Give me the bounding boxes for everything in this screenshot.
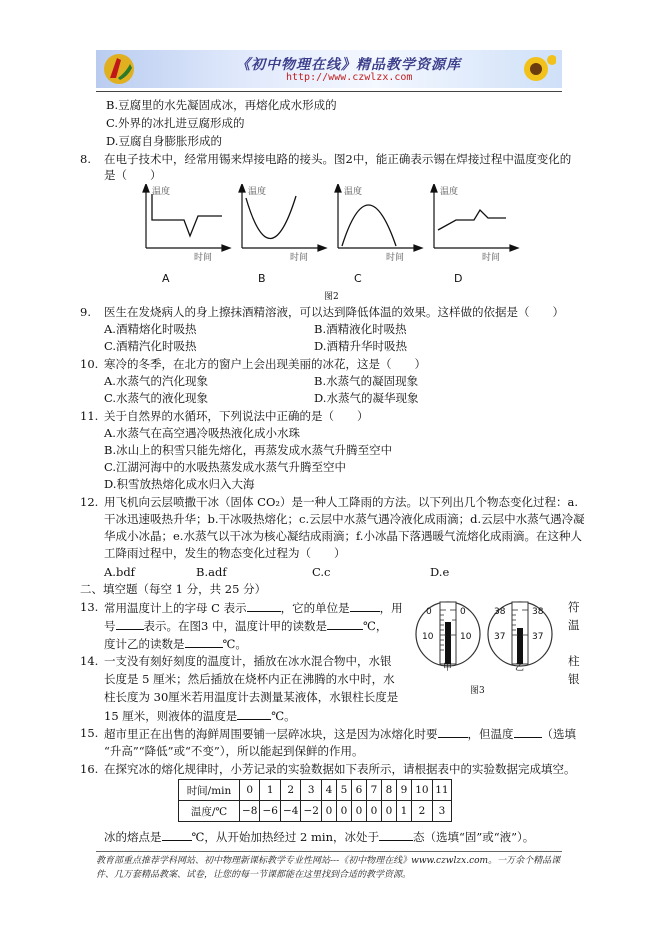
thermometer-yi-tick-bottom-left: 37 <box>494 632 506 642</box>
header-title: 《初中物理在线》精品教学资源库 <box>236 57 461 73</box>
graph-d-xlabel: 时间 <box>482 253 501 263</box>
q9-option-c: C.酒精汽化时吸热 <box>104 339 197 353</box>
logo-icon <box>102 52 136 86</box>
q10-option-c: C.水蒸气的液化现象 <box>104 391 209 405</box>
thermometer-yi-tick-top-right: 38 <box>532 607 544 617</box>
table-cell: 9 <box>396 780 411 801</box>
q12-option-b: B.adf <box>196 565 227 579</box>
figure-2 <box>130 184 530 284</box>
q14-line-3: 柱长度为 30厘米若用温度计去测量某液体，水银柱长度是 <box>104 690 399 704</box>
q10-text: 寒冷的冬季，在北方的窗户上会出现美丽的冰花，这是（ ） <box>104 357 426 371</box>
table-cell: 8 <box>381 780 396 801</box>
figure-3 <box>414 598 564 674</box>
thermometer-yi-label: 乙 <box>515 663 525 673</box>
thermometer-jia-tick-top-right: 0 <box>460 607 466 617</box>
q9-option-b: B.酒精液化时吸热 <box>314 322 407 336</box>
header-url: http://www.czwlzx.com <box>286 72 413 83</box>
table-row-time <box>179 780 452 801</box>
q7-option-d: D.豆腐自身膨胀形成的 <box>106 134 222 148</box>
table-header-time: 时间/min <box>179 780 240 801</box>
q16-after-table: 冰的熔点是 ℃，从开始加热经过 2 min，冰处于 态（选填“固”或“液”）。 <box>104 830 535 844</box>
thermometer-yi-tick-top-left: 38 <box>494 607 506 617</box>
header-banner <box>96 50 562 88</box>
q13-line-2: 号 表示。在图3 中，温度计甲的读数是 ℃， <box>104 619 388 633</box>
q8-text-cont: 是（ ） <box>104 168 162 182</box>
q16-text: 在探究冰的熔化规律时，小芳记录的实验数据如下表所示，请根据表中的实验数据完成填空。 <box>104 762 576 776</box>
table-cell: 1 <box>260 780 280 801</box>
table-cell: 5 <box>336 780 351 801</box>
q14-line-1: 一支没有刻好刻度的温度计，插放在冰水混合物中，水银 <box>104 654 392 668</box>
q9-option-a: A.酒精熔化时吸热 <box>104 322 197 336</box>
table-cell: 0 <box>351 801 366 822</box>
table-cell: −8 <box>240 801 260 822</box>
q7-option-b: B.豆腐里的水先凝固成冰，再熔化成水形成的 <box>106 98 337 112</box>
q14-line-1-end: 柱 <box>568 654 580 668</box>
table-cell: 7 <box>366 780 381 801</box>
table-cell: 2 <box>280 780 300 801</box>
table-cell: 0 <box>321 801 336 822</box>
thermometer-jia-tick-bottom-right: 10 <box>460 632 472 642</box>
table-cell: −6 <box>260 801 280 822</box>
graph-d-label: D <box>454 272 463 284</box>
table-row-temperature <box>179 801 452 822</box>
q14-line-2-end: 银 <box>568 672 580 686</box>
q12-text-1: 用飞机向云层喷撒干冰（固体 CO₂）是一种人工降雨的方法。以下列出几个物态变化过程：a. <box>104 495 578 509</box>
table-cell: 0 <box>336 801 351 822</box>
graph-a-ylabel: 温度 <box>152 187 171 197</box>
q8-number: 8. <box>80 152 91 166</box>
q9-number: 9. <box>80 305 91 319</box>
thermometer-jia-tick-top-left: 0 <box>426 607 432 617</box>
q14-line-2: 长度是 5 厘米；然后插放在烧杯内正在沸腾的水中时，水 <box>104 672 395 686</box>
q9-option-d: D.酒精升华时吸热 <box>314 339 407 353</box>
table-cell: 10 <box>411 780 432 801</box>
q11-number: 11. <box>80 409 99 423</box>
q12-text-3: 华成小冰晶；e.水蒸气以干冰为核心凝结成雨滴；f.小冰晶下落遇暖气流熔化成雨滴。在这种人 <box>104 529 582 543</box>
q13-line-1-end: 符 <box>568 600 580 614</box>
graph-b-ylabel: 温度 <box>248 187 267 197</box>
footer-line-2: 件、几万套精品教案、试卷，让您的每一节课都能在这里找到合适的教学资源。 <box>96 870 412 880</box>
q15-line-2: “升高”“降低”或“不变”），所以能起到保鲜的作用。 <box>104 744 364 758</box>
graph-c-label: C <box>354 272 362 284</box>
graph-c-xlabel: 时间 <box>386 253 405 263</box>
sunflower-icon <box>516 52 556 86</box>
q12-text-4: 工降雨过程中，发生的物态变化过程为（ ） <box>104 546 346 560</box>
q11-text: 关于自然界的水循环，下列说法中正确的是（ ） <box>104 409 369 423</box>
figure-3-caption: 图3 <box>470 686 485 696</box>
q14-line-4: 15 厘米，则液体的温度是 ℃。 <box>104 709 296 723</box>
table-cell: 0 <box>240 780 260 801</box>
table-cell: 1 <box>396 801 411 822</box>
q8-text: 在电子技术中，经常用锡来焊接电路的接头。图2中，能正确表示锡在焊接过程中温度变化的 <box>104 152 572 166</box>
table-cell: 2 <box>411 801 432 822</box>
thermometer-jia-tick-bottom-left: 10 <box>422 632 434 642</box>
q13-line-3: 度计乙的读数是 ℃。 <box>104 637 247 651</box>
q10-option-d: D.水蒸气的凝华现象 <box>314 391 419 405</box>
q11-option-d: D.积雪放热熔化成水归入大海 <box>104 477 255 491</box>
q13-number: 13. <box>80 600 99 614</box>
figure-2-caption: 图2 <box>324 292 339 302</box>
q11-option-c: C.江湖河海中的水吸热蒸发成水蒸气升腾至空中 <box>104 460 347 474</box>
graph-a-label: A <box>162 272 170 284</box>
q7-option-c: C.外界的冰扎进豆腐形成的 <box>106 116 245 130</box>
table-cell: −4 <box>280 801 300 822</box>
q14-number: 14. <box>80 654 99 668</box>
q15-line-1: 超市里正在出售的海鲜周围要铺一层碎冰块，这是因为冰熔化时要 ，但温度 （选填 <box>104 727 576 741</box>
table-cell: 3 <box>432 801 451 822</box>
table-cell: 3 <box>301 780 321 801</box>
thermometer-jia-label: 甲 <box>443 663 453 673</box>
q12-text-2: 干冰迅速吸热升华；b.干冰吸热熔化；c.云层中水蒸气遇冷液化成雨滴；d.云层中水蒸气遇冷凝 <box>104 512 585 526</box>
q13-line-2-end: 温 <box>568 618 580 632</box>
ice-melting-table <box>178 779 452 822</box>
q12-option-d: D.e <box>430 565 450 579</box>
graph-c-ylabel: 温度 <box>344 187 363 197</box>
q10-option-b: B.水蒸气的凝固现象 <box>314 374 419 388</box>
table-cell: −2 <box>301 801 321 822</box>
table-header-temperature: 温度/℃ <box>179 801 240 822</box>
thermometer-yi <box>488 602 552 673</box>
footer-line-1: 教育部重点推荐学科网站、初中物理新课标教学专业性网站---《初中物理在线》www.czwlzx.com。一万余个精品课 <box>96 856 561 866</box>
q10-option-a: A.水蒸气的汽化现象 <box>104 374 208 388</box>
thermometer-jia <box>416 602 480 673</box>
table-cell: 0 <box>381 801 396 822</box>
q10-number: 10. <box>80 357 99 371</box>
section-2-title: 二、填空题（每空 1 分，共 25 分） <box>80 582 267 596</box>
table-cell: 6 <box>351 780 366 801</box>
header-rule <box>96 91 562 92</box>
footer-rule <box>96 851 562 852</box>
graph-d-ylabel: 温度 <box>440 187 459 197</box>
q11-option-a: A.水蒸气在高空遇冷吸热液化成小水珠 <box>104 426 300 440</box>
q11-option-b: B.冰山上的积雪只能先熔化，再蒸发成水蒸气升腾至空中 <box>104 443 393 457</box>
q12-option-c: C.c <box>312 565 331 579</box>
thermometer-yi-tick-bottom-right: 37 <box>532 632 544 642</box>
q9-text: 医生在发烧病人的身上擦抹酒精溶液，可以达到降低体温的效果。这样做的依据是（ ） <box>104 305 564 319</box>
q12-number: 12. <box>80 495 99 509</box>
q16-number: 16. <box>80 762 99 776</box>
graph-b-label: B <box>258 272 266 284</box>
table-cell: 11 <box>432 780 451 801</box>
q15-number: 15. <box>80 726 99 740</box>
table-cell: 4 <box>321 780 336 801</box>
q13-line-1: 常用温度计上的字母 C 表示 ，它的单位是 ，用 <box>104 601 403 615</box>
table-cell: 0 <box>366 801 381 822</box>
graph-a-xlabel: 时间 <box>194 253 213 263</box>
graph-b-xlabel: 时间 <box>290 253 309 263</box>
q12-option-a: A.bdf <box>104 565 135 579</box>
